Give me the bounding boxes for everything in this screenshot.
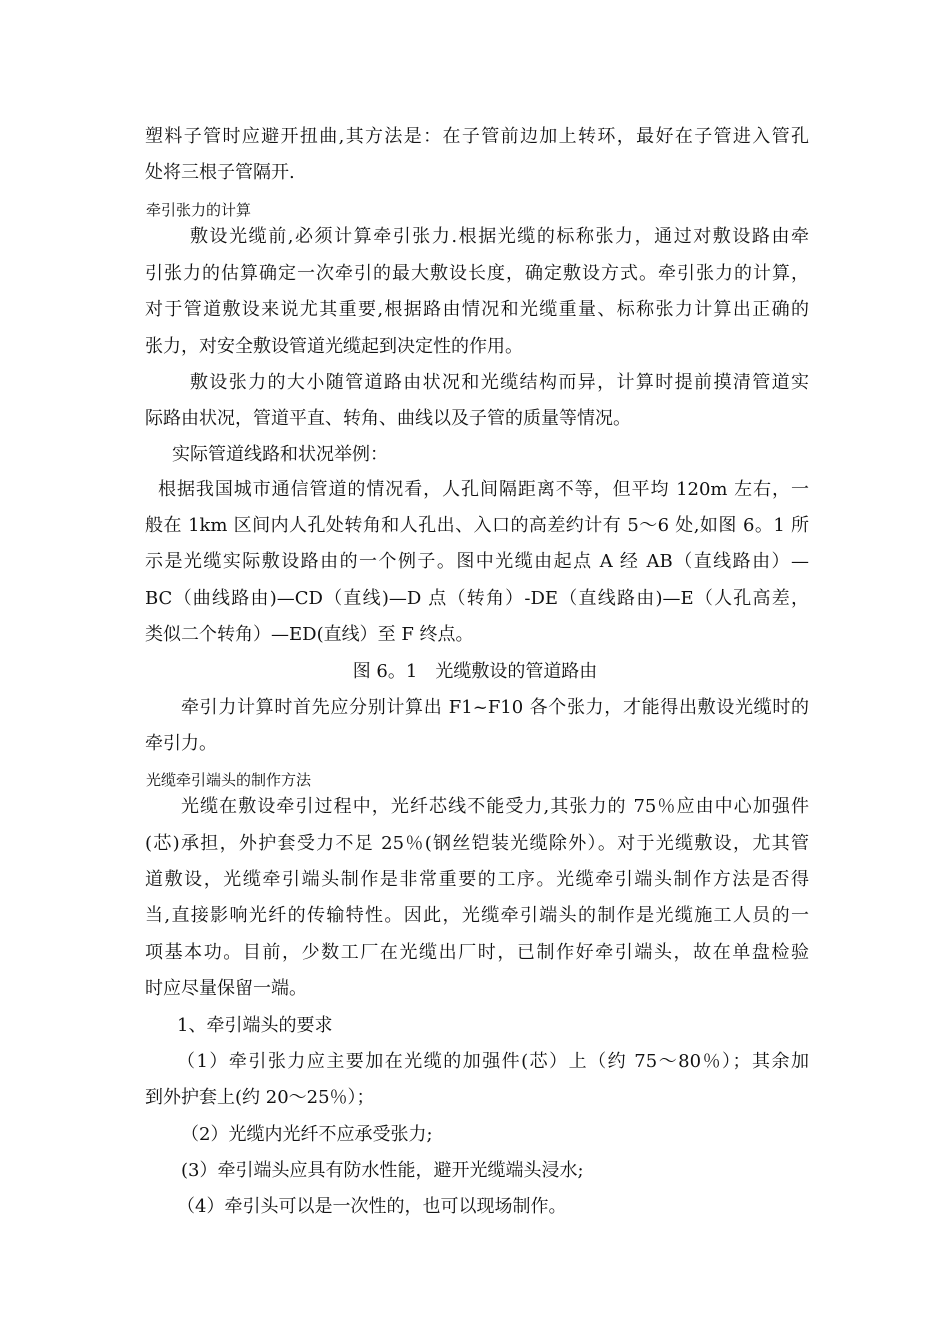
paragraph-line: 般在 1km 区间内人孔处转角和人孔出、入口的高差约计有 5～6 处,如图 6。1 所 xyxy=(145,515,809,536)
paragraph-line: 牵引力。 xyxy=(145,733,217,754)
paragraph-line: 塑料子管时应避开扭曲,其方法是：在子管前边加上转环，最好在子管进入管孔 xyxy=(145,126,809,147)
paragraph-line: 敷设光缆前,必须计算牵引张力.根据光缆的标称张力，通过对敷设路由牵 xyxy=(190,226,809,247)
list-item: （2）光缆内光纤不应承受张力; xyxy=(181,1124,433,1145)
paragraph-line: 牵引力计算时首先应分别计算出 F1~F10 各个张力，才能得出敷设光缆时的 xyxy=(181,697,809,718)
paragraph-line: (芯)承担，外护套受力不足 25％(钢丝铠装光缆除外）。对于光缆敷设，尤其管 xyxy=(145,833,809,854)
list-item: 到外护套上(约 20～25％）； xyxy=(145,1087,375,1108)
paragraph-line: 实际管道线路和状况举例： xyxy=(172,444,388,465)
paragraph-line: 际路由状况，管道平直、转角、曲线以及子管的质量等情况。 xyxy=(145,408,631,429)
paragraph-line: 敷设张力的大小随管道路由状况和光缆结构而异，计算时提前摸清管道实 xyxy=(190,372,809,393)
paragraph-line: 当,直接影响光纤的传输特性。因此，光缆牵引端头的制作是光缆施工人员的一 xyxy=(145,905,809,926)
paragraph-line: 张力，对安全敷设管道光缆起到决定性的作用。 xyxy=(145,336,523,357)
paragraph-line: 引张力的估算确定一次牵引的最大敷设长度，确定敷设方式。牵引张力的计算， xyxy=(145,263,809,284)
figure-caption: 图 6。1 光缆敷设的管道路由 xyxy=(352,661,598,682)
paragraph-line: 对于管道敷设来说尤其重要,根据路由情况和光缆重量、标称张力计算出正确的 xyxy=(145,299,809,320)
paragraph-line: 项基本功。目前，少数工厂在光缆出厂时，已制作好牵引端头，故在单盘检验 xyxy=(145,942,809,963)
paragraph-line: 示是光缆实际敷设路由的一个例子。图中光缆由起点 A 经 AB（直线路由）— xyxy=(145,551,809,572)
paragraph-line: 根据我国城市通信管道的情况看，人孔间隔距离不等，但平均 120m 左右，一 xyxy=(158,479,809,500)
paragraph-line: BC（曲线路由)—CD（直线)—D 点（转角）-DE（直线路由)—E（人孔高差， xyxy=(145,588,809,609)
paragraph-line: 道敷设，光缆牵引端头制作是非常重要的工序。光缆牵引端头制作方法是否得 xyxy=(145,869,809,890)
list-item: （1）牵引张力应主要加在光缆的加强件(芯）上（约 75～80％）；其余加 xyxy=(177,1051,809,1072)
section-heading: 光缆牵引端头的制作方法 xyxy=(146,771,312,789)
list-item: （4）牵引头可以是一次性的，也可以现场制作。 xyxy=(177,1196,567,1217)
paragraph-line: 类似二个转角）—ED(直线）至 F 终点。 xyxy=(145,624,474,645)
paragraph-line: 光缆在敷设牵引过程中，光纤芯线不能受力,其张力的 75％应由中心加强件 xyxy=(181,796,809,817)
paragraph-line: 时应尽量保留一端。 xyxy=(145,978,307,999)
list-item: (3）牵引端头应具有防水性能，避开光缆端头浸水; xyxy=(181,1160,584,1181)
paragraph-line: 处将三根子管隔开. xyxy=(145,162,295,183)
list-heading: 1、牵引端头的要求 xyxy=(177,1015,333,1036)
section-heading: 牵引张力的计算 xyxy=(146,201,252,219)
